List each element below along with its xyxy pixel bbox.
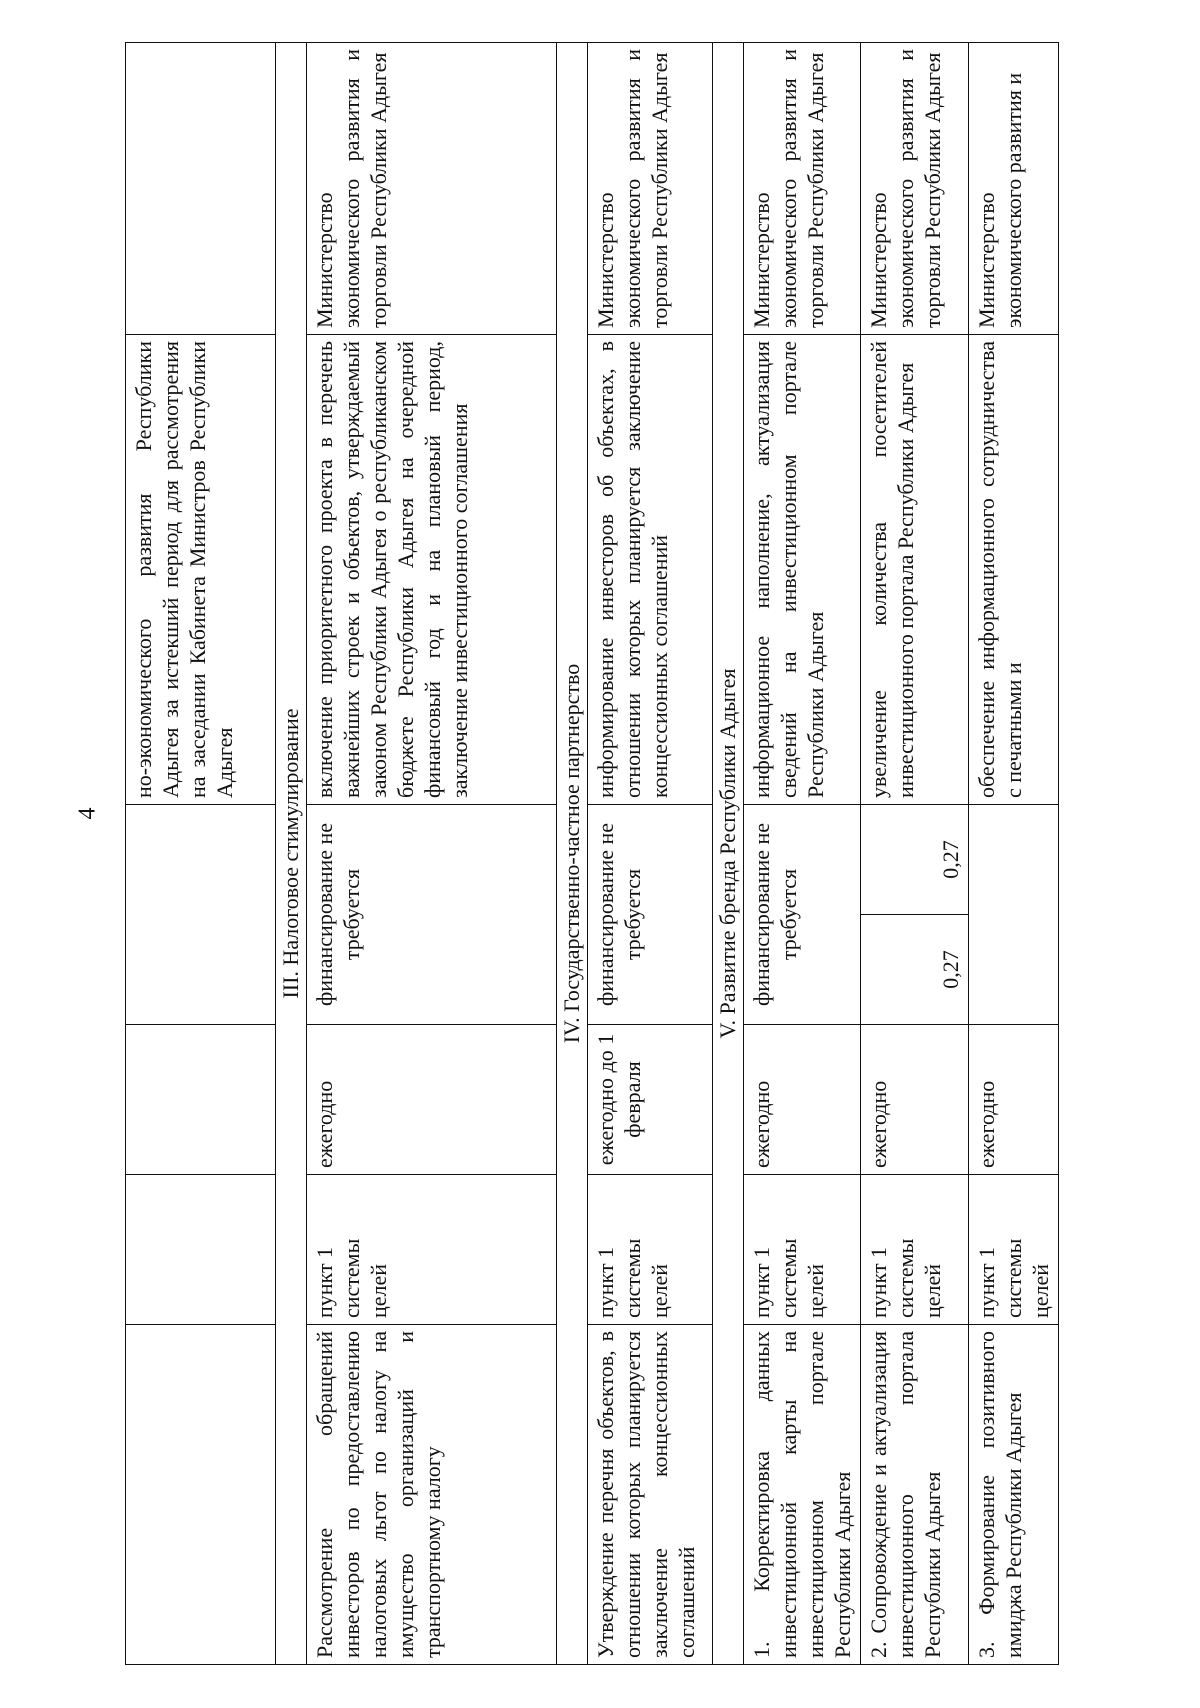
executor-cell: Министерство экономического развития и торговли Республики Адыгея <box>861 43 969 335</box>
section-row <box>557 43 588 1665</box>
page-number: 4 <box>74 807 101 820</box>
funding-cell: финансирование не требуется <box>744 805 861 1025</box>
funding-split-cell <box>861 805 969 1025</box>
result-cell: информационное наполнение, актуализация сведений на инвестиционном портале Республики Адыгея <box>744 335 861 805</box>
result-cell: обеспечение информационного сотрудничества с печатными и <box>969 335 1059 805</box>
event-cell: 2. Сопровождение и актуализация инвестиционного портала Республики Адыгея <box>861 1325 969 1665</box>
section-heading: III. Налоговое стимулирование <box>276 43 307 1665</box>
term-cell: ежегодно <box>861 1025 969 1175</box>
goal-cell: пункт 1 системы целей <box>588 1175 713 1325</box>
result-cell: информирование инвесторов об объектах, в отношении которых планируется заключение концессионных соглашений <box>588 335 713 805</box>
event-cell: 1. Корректировка данных инвестиционной карты на инвестиционном портале Республики Адыгея <box>744 1325 861 1665</box>
table-row <box>126 43 276 1665</box>
plan-table <box>125 42 1059 1665</box>
funding-cell <box>969 805 1059 1025</box>
section-row <box>713 43 744 1665</box>
funding-value-b: 0,27 <box>861 805 968 915</box>
table-row <box>744 43 861 1665</box>
goal-cell: пункт 1 системы целей <box>307 1175 557 1325</box>
event-cell: 3. Формирование позитивного имиджа Республики Адыгея <box>969 1325 1059 1665</box>
term-cell: ежегодно до 1 февраля <box>588 1025 713 1175</box>
funding-cell: финансирование не требуется <box>307 805 557 1025</box>
executor-cell: Министерство экономического развития и <box>969 43 1059 335</box>
table-row <box>588 43 713 1665</box>
term-cell: ежегодно <box>307 1025 557 1175</box>
rotated-table-wrapper <box>125 43 1075 1665</box>
goal-cell: пункт 1 системы целей <box>969 1175 1059 1325</box>
table-row <box>307 43 557 1665</box>
event-cell: Утверждение перечня объектов, в отношении которых планируется заключение концессионных соглашений <box>588 1325 713 1665</box>
funding-cell: финансирование не требуется <box>588 805 713 1025</box>
term-cell: ежегодно <box>744 1025 861 1175</box>
executor-cell: Министерство экономического развития и торговли Республики Адыгея <box>307 43 557 335</box>
section-heading: V. Развитие бренда Республики Адыгея <box>713 43 744 1665</box>
section-row <box>276 43 307 1665</box>
funding-value-a: 0,27 <box>938 950 963 989</box>
result-cell: увеличение количества посетителей инвестиционного портала Республики Адыгея <box>861 335 969 805</box>
result-cell: но-экономического развития Республики Адыгея за истекший период для рассмотрения на заседании Кабинета Министров Республики Адыгея <box>126 335 276 805</box>
table-row <box>969 43 1059 1665</box>
goal-cell: пункт 1 системы целей <box>861 1175 969 1325</box>
term-cell: ежегодно <box>969 1025 1059 1175</box>
section-heading: IV. Государственно-частное партнерство <box>557 43 588 1665</box>
executor-cell: Министерство экономического развития и торговли Республики Адыгея <box>744 43 861 335</box>
table-row <box>861 43 969 1665</box>
executor-cell: Министерство экономического развития и торговли Республики Адыгея <box>588 43 713 335</box>
event-cell: Рассмотрение обращений инвесторов по предоставлению налоговых льгот по налогу на имущество организаций и транспортному налогу <box>307 1325 557 1665</box>
result-cell: включение приоритетного проекта в перечень важнейших строек и объектов, утверждаемый законом Республики Адыгея о республиканском бюджете Республики Адыгея на очередной финансовый год и на плановый период, заключение инвестиционного соглашения <box>307 335 557 805</box>
goal-cell: пункт 1 системы целей <box>744 1175 861 1325</box>
